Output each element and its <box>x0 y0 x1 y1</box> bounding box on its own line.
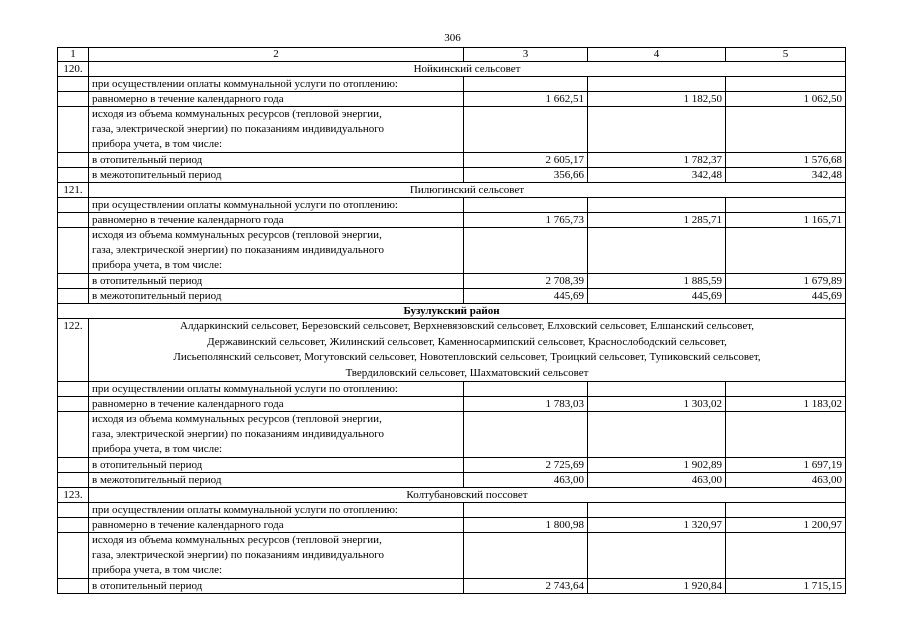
value-cell: 1 285,71 <box>588 213 726 228</box>
value-cell: 1 782,37 <box>588 153 726 168</box>
column-header: 5 <box>726 48 846 62</box>
row-label: при осуществлении оплаты коммунальной услуги по отоплению: <box>89 77 464 92</box>
table-row <box>58 289 846 304</box>
value-cell: 1 679,89 <box>726 274 846 289</box>
section-name: Колтубановский поссовет <box>89 488 846 503</box>
value-cell: 1 715,15 <box>726 579 846 594</box>
column-header: 2 <box>89 48 464 62</box>
table-row <box>58 153 846 168</box>
row-label: в межотопительный период <box>89 168 464 183</box>
value-cell: 356,66 <box>464 168 588 183</box>
row-label: исходя из объема коммунальных ресурсов (тепловой энергии, газа, электрической энергии) по показаниям индивидуального прибора учета, в том числе: <box>89 107 464 153</box>
value-cell: 1 182,50 <box>588 92 726 107</box>
value-cell: 1 165,71 <box>726 213 846 228</box>
value-cell: 445,69 <box>464 289 588 304</box>
value-cell: 2 725,69 <box>464 458 588 473</box>
table-row <box>58 382 846 397</box>
row-label: в отопительный период <box>89 579 464 594</box>
table-row <box>58 213 846 228</box>
page-number: 306 <box>444 32 461 44</box>
row-label: при осуществлении оплаты коммунальной услуги по отоплению: <box>89 503 464 518</box>
column-header: 4 <box>588 48 726 62</box>
section-title-row <box>58 183 846 198</box>
table-row <box>58 503 846 518</box>
table-row <box>58 518 846 533</box>
value-cell: 1 183,02 <box>726 397 846 412</box>
district-title: Бузулукский район <box>58 304 846 319</box>
row-label: исходя из объема коммунальных ресурсов (тепловой энергии, газа, электрической энергии) по показаниям индивидуального прибора учета, в том числе: <box>89 228 464 274</box>
section-name: Нойкинский сельсовет <box>89 62 846 77</box>
value-cell: 1 783,03 <box>464 397 588 412</box>
district-row <box>58 304 846 319</box>
value-cell: 463,00 <box>588 473 726 488</box>
section-title-row <box>58 62 846 77</box>
table-row <box>58 473 846 488</box>
table-row <box>58 579 846 594</box>
section-number: 120. <box>58 62 89 77</box>
table-row <box>58 77 846 92</box>
row-label: в межотопительный период <box>89 473 464 488</box>
section-title-row <box>58 319 846 382</box>
section-name: Пилюгинский сельсовет <box>89 183 846 198</box>
value-cell: 463,00 <box>726 473 846 488</box>
row-label: равномерно в течение календарного года <box>89 397 464 412</box>
value-cell: 1 920,84 <box>588 579 726 594</box>
value-cell: 445,69 <box>726 289 846 304</box>
value-cell: 445,69 <box>588 289 726 304</box>
section-number: 122. <box>58 319 89 382</box>
value-cell: 1 765,73 <box>464 213 588 228</box>
value-cell: 1 697,19 <box>726 458 846 473</box>
table-row <box>58 412 846 458</box>
tariff-table <box>57 47 846 594</box>
value-cell: 1 303,02 <box>588 397 726 412</box>
section-number: 123. <box>58 488 89 503</box>
column-header: 1 <box>58 48 89 62</box>
value-cell: 1 200,97 <box>726 518 846 533</box>
row-label: исходя из объема коммунальных ресурсов (тепловой энергии, газа, электрической энергии) по показаниям индивидуального прибора учета, в том числе: <box>89 533 464 579</box>
row-label: при осуществлении оплаты коммунальной услуги по отоплению: <box>89 198 464 213</box>
section-name: Алдаркинский сельсовет, Березовский сельсовет, Верхневязовский сельсовет, Елховский сельсовет, Елшанский сельсовет, Державинский сельсовет, Жилинский сельсовет, Каменносармипский сельсовет, Краснослободский сельсовет, Лисьеполянский сельсовет, Могутовский сельсовет, Новотепловский сельсовет, Троицкий сельсовет, Тупиковский сельсовет, Твердиловский сельсовет, Шахматовский сельсовет <box>89 319 846 382</box>
row-label: в отопительный период <box>89 274 464 289</box>
value-cell: 1 662,51 <box>464 92 588 107</box>
value-cell: 1 320,97 <box>588 518 726 533</box>
value-cell: 1 902,89 <box>588 458 726 473</box>
value-cell: 2 743,64 <box>464 579 588 594</box>
table-row <box>58 274 846 289</box>
value-cell: 342,48 <box>588 168 726 183</box>
table-row <box>58 458 846 473</box>
row-label: в отопительный период <box>89 458 464 473</box>
table-row <box>58 92 846 107</box>
column-header: 3 <box>464 48 588 62</box>
row-label: равномерно в течение календарного года <box>89 518 464 533</box>
table-row <box>58 533 846 579</box>
column-header-row <box>58 48 846 62</box>
table-row <box>58 198 846 213</box>
row-label: при осуществлении оплаты коммунальной услуги по отоплению: <box>89 382 464 397</box>
table-row <box>58 107 846 153</box>
row-label: равномерно в течение календарного года <box>89 213 464 228</box>
section-title-row <box>58 488 846 503</box>
value-cell: 1 062,50 <box>726 92 846 107</box>
value-cell: 2 708,39 <box>464 274 588 289</box>
row-label: равномерно в течение календарного года <box>89 92 464 107</box>
value-cell: 1 800,98 <box>464 518 588 533</box>
value-cell: 2 605,17 <box>464 153 588 168</box>
row-label: в отопительный период <box>89 153 464 168</box>
table-row <box>58 397 846 412</box>
table-row <box>58 228 846 274</box>
value-cell: 342,48 <box>726 168 846 183</box>
value-cell: 1 885,59 <box>588 274 726 289</box>
section-number: 121. <box>58 183 89 198</box>
value-cell: 463,00 <box>464 473 588 488</box>
row-label: исходя из объема коммунальных ресурсов (тепловой энергии, газа, электрической энергии) по показаниям индивидуального прибора учета, в том числе: <box>89 412 464 458</box>
table-row <box>58 168 846 183</box>
value-cell: 1 576,68 <box>726 153 846 168</box>
row-label: в межотопительный период <box>89 289 464 304</box>
